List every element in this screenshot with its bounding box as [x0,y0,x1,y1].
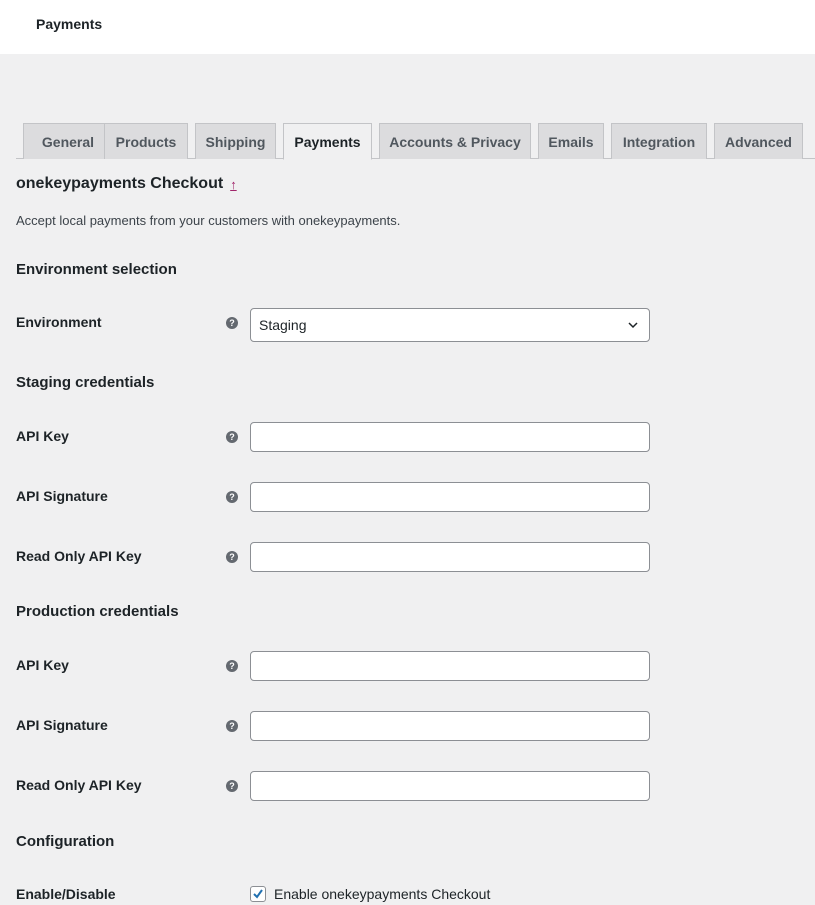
tab-integration[interactable]: Integration [611,123,707,159]
settings-tabs [16,123,815,159]
chevron-down-icon [627,319,639,331]
staging-api-key-input[interactable] [250,422,650,452]
staging-api-signature-label: API Signature [16,488,108,504]
top-bar [0,0,815,54]
help-icon[interactable]: ? [226,491,238,503]
tab-general[interactable]: General [23,123,113,159]
environment-label: Environment [16,314,102,330]
section-staging: Staging credentials [16,374,155,391]
section-configuration: Configuration [16,833,115,850]
gateway-title [16,175,237,193]
production-read-only-key-input[interactable] [250,771,650,801]
gateway-description: Accept local payments from your customers with onekeypayments. [16,213,401,228]
help-icon[interactable]: ? [226,720,238,732]
tab-accounts-privacy[interactable]: Accounts & Privacy [379,123,531,159]
return-up-link[interactable]: ↑ [230,176,237,192]
tab-products[interactable]: Products [104,123,188,159]
staging-api-key-label: API Key [16,428,69,444]
environment-select[interactable] [250,308,650,342]
section-environment: Environment selection [16,261,177,278]
production-api-signature-label: API Signature [16,717,108,733]
environment-select-value: Staging [259,317,307,333]
enable-checkbox-row [250,886,490,902]
staging-read-only-key-label: Read Only API Key [16,548,142,564]
tab-emails[interactable]: Emails [538,123,604,159]
tab-advanced[interactable]: Advanced [714,123,803,159]
checkmark-icon [252,888,264,900]
production-api-key-input[interactable] [250,651,650,681]
production-api-signature-input[interactable] [250,711,650,741]
help-icon[interactable]: ? [226,551,238,563]
help-icon[interactable]: ? [226,660,238,672]
gateway-title-text: onekeypayments Checkout [16,175,224,192]
help-icon[interactable]: ? [226,317,238,329]
staging-api-signature-input[interactable] [250,482,650,512]
staging-read-only-key-input[interactable] [250,542,650,572]
help-icon[interactable]: ? [226,431,238,443]
help-icon[interactable]: ? [226,780,238,792]
production-api-key-label: API Key [16,657,69,673]
enable-checkbox[interactable] [250,886,266,902]
production-read-only-key-label: Read Only API Key [16,777,142,793]
page-title: Payments [36,16,103,32]
enable-checkbox-label[interactable]: Enable onekeypayments Checkout [274,886,491,902]
section-production: Production credentials [16,603,179,620]
enable-disable-label: Enable/Disable [16,886,116,902]
tab-payments[interactable]: Payments [283,123,372,160]
tab-shipping[interactable]: Shipping [195,123,276,159]
